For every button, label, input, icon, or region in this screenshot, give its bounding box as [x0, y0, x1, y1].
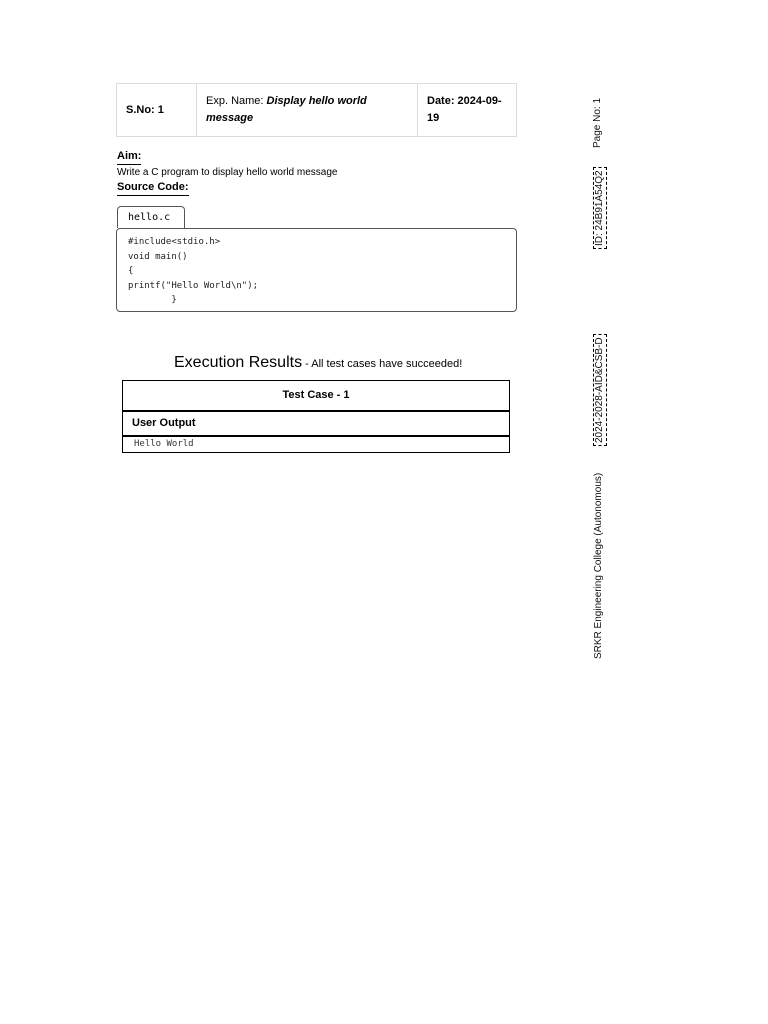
date-line-2: 19	[427, 112, 440, 124]
test-case-header: Test Case - 1	[123, 381, 509, 412]
experiment-title: Display hello world message	[206, 95, 367, 124]
source-code-heading: Source Code:	[117, 181, 189, 196]
aim-text: Write a C program to display hello world message	[117, 167, 338, 178]
serial-number: S.No: 1	[117, 84, 197, 137]
execution-results-subtitle: - All test cases have succeeded!	[302, 358, 463, 370]
experiment-date	[418, 84, 517, 137]
file-tab-hello-c[interactable]: hello.c	[117, 206, 185, 228]
code-line: #include<stdio.h>	[128, 237, 221, 247]
test-results-table	[122, 380, 510, 453]
experiment-name-prefix: Exp. Name:	[206, 95, 267, 107]
date-line-1: Date: 2024-09-	[427, 95, 502, 107]
code-line: printf("Hello World\n");	[128, 280, 259, 291]
batch-code: 2024-2028-AID&CSB-D	[593, 334, 607, 446]
page-number: Page No: 1	[592, 97, 603, 148]
execution-results-heading	[174, 354, 462, 372]
code-line: }	[128, 295, 177, 305]
experiment-name	[197, 84, 418, 137]
aim-heading: Aim:	[117, 150, 141, 165]
code-line: {	[128, 266, 134, 276]
student-id: ID: 24B91A54Q2	[593, 167, 607, 249]
college-name: SRKR Engineering College (Autonomous)	[593, 472, 604, 659]
user-output-label: User Output	[123, 412, 509, 437]
execution-results-title: Execution Results	[174, 354, 303, 371]
user-output-value: Hello World	[134, 439, 194, 449]
code-block	[116, 228, 517, 312]
experiment-header-table	[116, 83, 517, 137]
code-line: void main()	[128, 251, 188, 262]
